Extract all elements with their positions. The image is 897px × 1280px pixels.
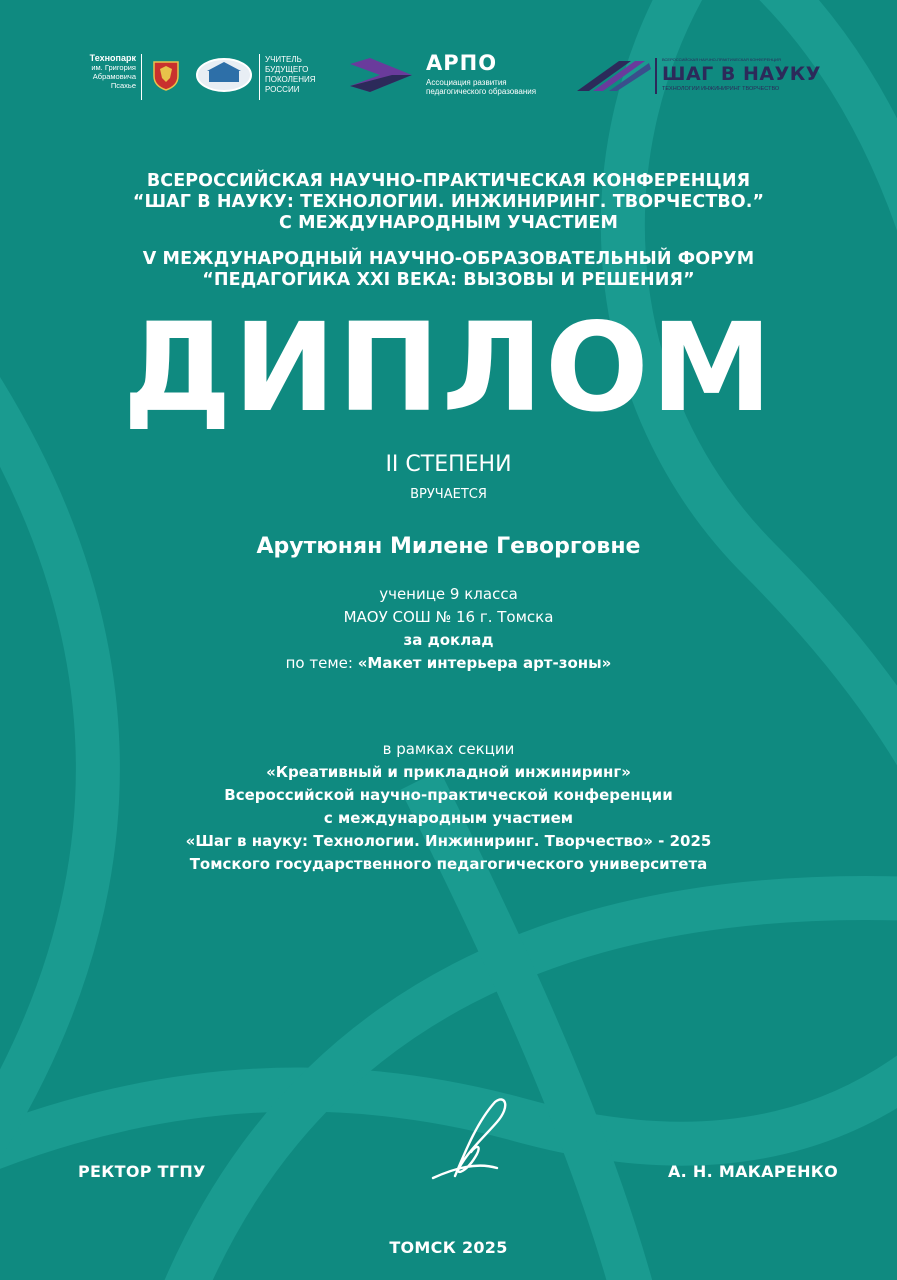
technopark-line-2: им. Григория bbox=[91, 63, 136, 72]
teacher-line-3: ПОКОЛЕНИЯ bbox=[265, 75, 316, 84]
teacher-logo bbox=[265, 55, 316, 95]
technopark-line-4: Псахье bbox=[110, 81, 136, 90]
forum-line-2: “ПЕДАГОГИКА XXI ВЕКА: ВЫЗОВЫ И РЕШЕНИЯ” bbox=[202, 270, 695, 290]
arpo-sub-line-1: Ассоциация развития bbox=[426, 78, 507, 87]
diploma-title: ДИПЛОМ bbox=[122, 297, 775, 439]
teacher-line-1: УЧИТЕЛЬ bbox=[265, 55, 302, 64]
logo-divider bbox=[141, 54, 142, 100]
city-year: ТОМСК 2025 bbox=[389, 1238, 508, 1257]
step-logo-title: ШАГ В НАУКУ bbox=[662, 63, 821, 85]
rector-name: А. Н. МАКАРЕНКО bbox=[668, 1162, 839, 1181]
arpo-title: АРПО bbox=[426, 51, 498, 75]
teacher-line-4: РОССИИ bbox=[265, 85, 300, 94]
recipient-school: МАОУ СОШ № 16 г. Томска bbox=[343, 608, 554, 626]
section-line-1: «Креативный и прикладной инжиниринг» bbox=[266, 763, 631, 781]
teacher-line-2: БУДУЩЕГО bbox=[265, 65, 309, 74]
diploma-awarded: ВРУЧАЕТСЯ bbox=[410, 487, 487, 502]
recipient-grade: ученице 9 класса bbox=[379, 585, 518, 603]
section-intro: в рамках секции bbox=[382, 740, 515, 758]
topic-prefix: по теме: bbox=[285, 654, 353, 672]
step-logo-frame bbox=[655, 58, 657, 94]
technopark-line-3: Абрамовича bbox=[92, 72, 136, 81]
topic-title: «Макет интерьера арт-зоны» bbox=[357, 654, 612, 672]
diploma-degree: II СТЕПЕНИ bbox=[385, 452, 512, 477]
report-label: за доклад bbox=[403, 631, 494, 649]
step-logo-bottom: ТЕХНОЛОГИИ ИНЖИНИРИНГ ТВОРЧЕСТВО bbox=[662, 86, 780, 92]
forum-title bbox=[0, 249, 897, 291]
rector-title: РЕКТОР ТГПУ bbox=[78, 1162, 206, 1181]
report-topic-line bbox=[0, 652, 897, 675]
section-line-2: Всероссийской научно-практической конференции bbox=[224, 786, 673, 804]
step-to-science-mark-icon bbox=[573, 55, 653, 95]
university-emblem-icon bbox=[195, 57, 253, 93]
forum-line-1: V МЕЖДУНАРОДНЫЙ НАУЧНО-ОБРАЗОВАТЕЛЬНЫЙ ФОРУМ bbox=[142, 249, 755, 269]
section-block bbox=[0, 738, 897, 876]
logo-divider-2 bbox=[259, 54, 260, 100]
recipient-details bbox=[0, 583, 897, 675]
section-line-4: «Шаг в науку: Технологии. Инжиниринг. Творчество» - 2025 bbox=[185, 832, 712, 850]
conference-line-1: ВСЕРОССИЙСКАЯ НАУЧНО-ПРАКТИЧЕСКАЯ КОНФЕРЕНЦИЯ bbox=[146, 171, 751, 191]
arpo-subtitle bbox=[426, 78, 536, 96]
signature-image bbox=[425, 1092, 515, 1188]
coat-of-arms-icon bbox=[148, 56, 184, 92]
section-line-5: Томского государственного педагогического университета bbox=[189, 855, 708, 873]
technopark-line-1: Технопарк bbox=[89, 53, 136, 63]
section-line-3: с международным участием bbox=[323, 809, 574, 827]
recipient-name: Арутюнян Милене Геворговне bbox=[256, 534, 641, 559]
conference-title bbox=[0, 171, 897, 234]
conference-line-2: “ШАГ В НАУКУ: ТЕХНОЛОГИИ. ИНЖИНИРИНГ. ТВОРЧЕСТВО.” bbox=[132, 192, 765, 212]
conference-line-3: С МЕЖДУНАРОДНЫМ УЧАСТИЕМ bbox=[279, 213, 618, 233]
arpo-mark-icon bbox=[348, 56, 414, 94]
step-logo-top: ВСЕРОССИЙСКАЯ НАУЧНО-ПРАКТИЧЕСКАЯ КОНФЕРЕНЦИЯ bbox=[662, 57, 781, 62]
arpo-sub-line-2: педагогического образования bbox=[426, 87, 537, 96]
technopark-logo bbox=[72, 54, 136, 90]
